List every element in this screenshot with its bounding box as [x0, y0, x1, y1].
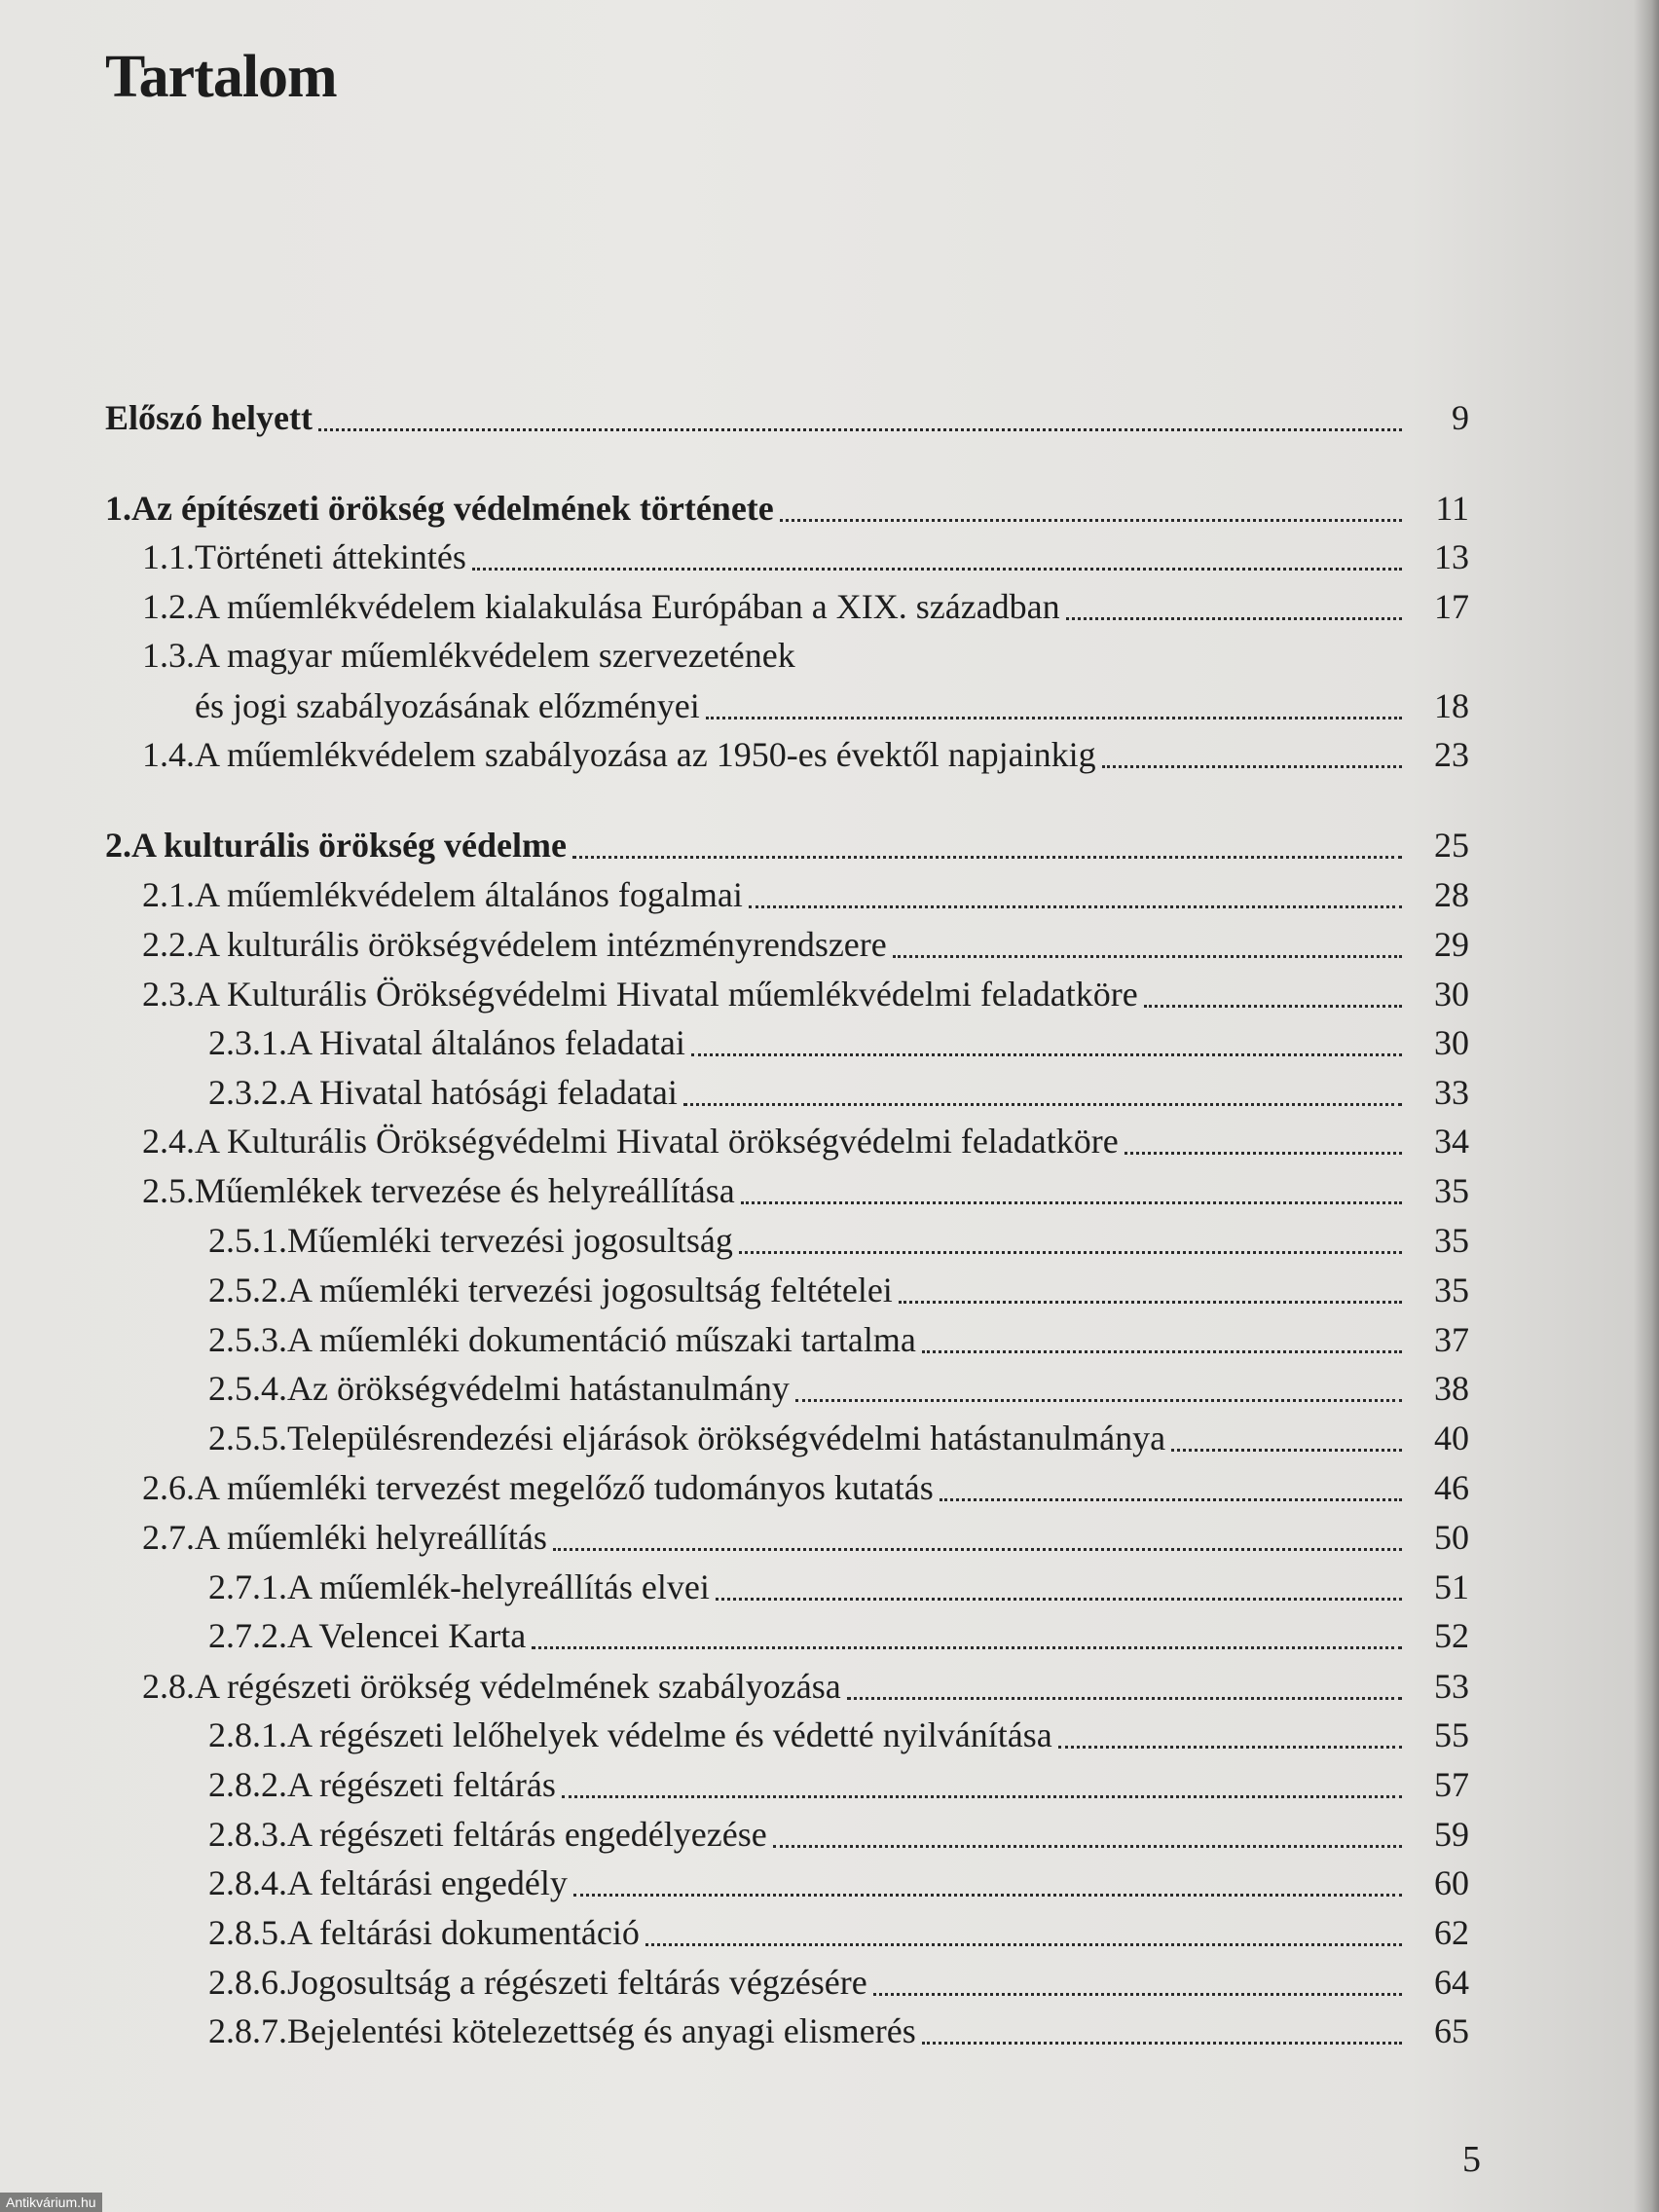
- toc-entry: [0, 1166, 1659, 1215]
- toc-entry-title: Jogosultság a régészeti feltárás végzésére: [287, 1963, 867, 2002]
- toc-entry: [0, 1266, 1659, 1314]
- toc-entry: [0, 920, 1659, 969]
- toc-entry-page: 34: [1434, 1122, 1469, 1161]
- dot-leader: [1102, 765, 1402, 768]
- toc-entry: [0, 2007, 1659, 2055]
- toc-entry: [0, 1216, 1659, 1265]
- toc-entry-title: A műemlékvédelem kialakulása Európában a XIX. században: [195, 587, 1060, 626]
- toc-entry-title: és jogi szabályozásának előzményei: [195, 686, 700, 725]
- toc-entry-title: A műemléki tervezést megelőző tudományos kutatás: [195, 1468, 934, 1507]
- toc-entry-title: A feltárási engedély: [287, 1863, 568, 1902]
- toc-entry: [0, 1711, 1659, 1759]
- dot-leader: [472, 568, 1402, 571]
- toc-entry-number: 2.8.3.: [208, 1815, 287, 1854]
- toc-entry: [0, 1117, 1659, 1165]
- toc-entry: [0, 631, 1659, 680]
- dot-leader: [893, 955, 1402, 958]
- toc-entry: [0, 682, 1659, 730]
- toc-entry: [0, 1315, 1659, 1364]
- toc-entry: [0, 1068, 1659, 1117]
- toc-entry-page: 60: [1434, 1863, 1469, 1902]
- dot-leader: [741, 1201, 1402, 1204]
- dot-leader: [716, 1598, 1402, 1601]
- toc-entry: [0, 1414, 1659, 1462]
- dot-leader: [553, 1548, 1402, 1551]
- toc-entry-page: 59: [1434, 1815, 1469, 1854]
- toc-entry-title: Történeti áttekintés: [195, 537, 466, 576]
- toc-entry-number: 2.3.2.: [208, 1073, 287, 1112]
- toc-entry: [0, 1662, 1659, 1711]
- toc-entry-number: 2.5.2.: [208, 1271, 287, 1309]
- toc-entry-number: 1.2.: [142, 587, 195, 626]
- toc-entry: [0, 484, 1659, 533]
- dot-leader: [683, 1103, 1402, 1106]
- toc-entry-title: A Hivatal általános feladatai: [287, 1023, 685, 1062]
- toc-entry-title: A kulturális örökségvédelem intézményrendszere: [195, 925, 887, 964]
- dot-leader: [645, 1943, 1402, 1946]
- dot-leader: [573, 1894, 1402, 1897]
- toc-entry-page: 46: [1434, 1468, 1469, 1507]
- toc-entry: [0, 821, 1659, 869]
- dot-leader: [873, 1993, 1402, 1996]
- dot-leader: [899, 1301, 1402, 1304]
- toc-entry-title: Településrendezési eljárások örökségvédelmi hatástanulmánya: [287, 1419, 1166, 1457]
- toc-entry-page: 35: [1434, 1171, 1469, 1210]
- toc-entry-page: 13: [1434, 537, 1469, 576]
- toc-entry-page: 30: [1434, 1023, 1469, 1062]
- toc-entry-number: 2.8.2.: [208, 1765, 287, 1804]
- toc-entry: [0, 1859, 1659, 1907]
- dot-leader: [562, 1795, 1402, 1798]
- toc-entry-title: Előszó helyett: [105, 398, 313, 437]
- toc-entry: [0, 1958, 1659, 2007]
- dot-leader: [780, 519, 1402, 522]
- page-title: Tartalom: [105, 44, 337, 110]
- toc-entry-number: 2.5.: [142, 1171, 195, 1210]
- toc-entry-title: Műemléki tervezési jogosultság: [287, 1221, 733, 1260]
- toc-entry-number: 2.8.6.: [208, 1963, 287, 2002]
- toc-entry: [0, 1463, 1659, 1512]
- dot-leader: [847, 1697, 1402, 1700]
- toc-entry: [0, 1760, 1659, 1809]
- toc-entry-title: A műemlékvédelem szabályozása az 1950-es évektől napjainkig: [195, 735, 1096, 774]
- toc-entry-number: 2.7.: [142, 1518, 195, 1557]
- toc-entry-page: 50: [1434, 1518, 1469, 1557]
- dot-leader: [749, 905, 1402, 908]
- dot-leader: [739, 1251, 1402, 1254]
- toc-entry-number: 2.8.1.: [208, 1715, 287, 1754]
- dot-leader: [940, 1498, 1402, 1501]
- toc-entry-page: 52: [1434, 1616, 1469, 1655]
- dot-leader: [1066, 617, 1402, 620]
- toc-entry-title: A régészeti feltárás engedélyezése: [287, 1815, 767, 1854]
- toc-entry-number: 2.8.7.: [208, 2011, 287, 2050]
- toc-entry-page: 9: [1452, 398, 1469, 437]
- toc-entry-title: A műemléki dokumentáció műszaki tartalma: [287, 1320, 916, 1359]
- toc-entry-page: 23: [1434, 735, 1469, 774]
- toc-entry-page: 37: [1434, 1320, 1469, 1359]
- toc-entry-title: Az örökségvédelmi hatástanulmány: [287, 1369, 790, 1408]
- toc-entry-page: 65: [1434, 2011, 1469, 2050]
- toc-entry-number: 2.1.: [142, 875, 195, 914]
- dot-leader: [922, 1350, 1402, 1353]
- toc-entry-title: A műemlék-helyreállítás elvei: [287, 1567, 710, 1606]
- toc-entry-number: 2.8.: [142, 1667, 195, 1706]
- toc-entry-number: 2.5.4.: [208, 1369, 287, 1408]
- dot-leader: [691, 1053, 1402, 1056]
- toc-entry-title: A Hivatal hatósági feladatai: [287, 1073, 678, 1112]
- toc-entry-title: Műemlékek tervezése és helyreállítása: [195, 1171, 735, 1210]
- toc-entry-page: 35: [1434, 1221, 1469, 1260]
- toc-entry-page: 28: [1434, 875, 1469, 914]
- toc-entry-page: 55: [1434, 1715, 1469, 1754]
- toc-entry-title: A régészeti feltárás: [287, 1765, 556, 1804]
- toc-entry-title: Az építészeti örökség védelmének története: [131, 489, 774, 528]
- dot-leader: [795, 1399, 1402, 1402]
- toc-entry-title: A Velencei Karta: [287, 1616, 527, 1655]
- dot-leader: [318, 428, 1402, 431]
- toc-entry-page: 51: [1434, 1567, 1469, 1606]
- dot-leader: [572, 856, 1402, 859]
- toc-entry-title: A régészeti lelőhelyek védelme és védetté nyilvánítása: [287, 1715, 1052, 1754]
- toc-entry-number: 2.5.3.: [208, 1320, 287, 1359]
- toc-entry-number: 1.1.: [142, 537, 195, 576]
- toc-entry-title: A műemlékvédelem általános fogalmai: [195, 875, 743, 914]
- dot-leader: [706, 717, 1402, 719]
- toc-entry-number: 2.4.: [142, 1122, 195, 1161]
- dot-leader: [773, 1845, 1402, 1848]
- watermark: Antikvárium.hu: [0, 2193, 102, 2212]
- toc-entry: [0, 1018, 1659, 1067]
- dot-leader: [1144, 1005, 1402, 1008]
- dot-leader: [532, 1646, 1402, 1649]
- toc-entry-number: 2.6.: [142, 1468, 195, 1507]
- toc-entry-number: 2.5.1.: [208, 1221, 287, 1260]
- toc-entry-page: 64: [1434, 1963, 1469, 2002]
- toc-entry-page: 40: [1434, 1419, 1469, 1457]
- toc-entry-number: 2.7.2.: [208, 1616, 287, 1655]
- toc-entry: [0, 1513, 1659, 1562]
- toc-entry-title: A kulturális örökség védelme: [131, 826, 567, 865]
- toc-entry-number: 2.3.: [142, 975, 195, 1014]
- toc-entry: [0, 970, 1659, 1018]
- toc-entry-page: 35: [1434, 1271, 1469, 1309]
- toc-entry-number: 2.: [105, 826, 131, 865]
- toc-entry-number: 1.4.: [142, 735, 195, 774]
- toc-entry-number: 2.8.4.: [208, 1863, 287, 1902]
- toc-entry-page: 17: [1434, 587, 1469, 626]
- toc-entry: [0, 393, 1659, 442]
- toc-entry-page: 11: [1435, 489, 1469, 528]
- toc-entry-number: 1.3.: [142, 636, 195, 675]
- toc-entry-number: 2.8.5.: [208, 1913, 287, 1952]
- toc-entry-page: 57: [1434, 1765, 1469, 1804]
- dot-leader: [922, 2042, 1402, 2045]
- toc-entry-page: 30: [1434, 975, 1469, 1014]
- toc-entry-title: A régészeti örökség védelmének szabályozása: [195, 1667, 841, 1706]
- toc-entry-title: A Kulturális Örökségvédelmi Hivatal műemlékvédelmi feladatköre: [195, 975, 1138, 1014]
- toc-entry-title: A Kulturális Örökségvédelmi Hivatal örökségvédelmi feladatköre: [195, 1122, 1119, 1161]
- dot-leader: [1171, 1449, 1402, 1452]
- toc-entry: [0, 1364, 1659, 1413]
- dot-leader: [1058, 1746, 1402, 1749]
- toc-entry: [0, 1563, 1659, 1611]
- toc-entry-page: 62: [1434, 1913, 1469, 1952]
- toc-entry-page: 38: [1434, 1369, 1469, 1408]
- page-number: 5: [1462, 2139, 1481, 2180]
- toc-entry-title: A műemléki tervezési jogosultság feltételei: [287, 1271, 893, 1309]
- toc-entry-page: 25: [1434, 826, 1469, 865]
- toc-entry: [0, 533, 1659, 581]
- toc-entry-number: 2.3.1.: [208, 1023, 287, 1062]
- toc-entry-title: A műemléki helyreállítás: [195, 1518, 547, 1557]
- toc-entry-title: Bejelentési kötelezettség és anyagi elismerés: [287, 2011, 916, 2050]
- toc-entry: [0, 870, 1659, 919]
- toc-entry-page: 33: [1434, 1073, 1469, 1112]
- toc-entry-title: A magyar műemlékvédelem szervezetének: [195, 636, 795, 675]
- toc-entry-number: 2.7.1.: [208, 1567, 287, 1606]
- toc-entry-page: 18: [1434, 686, 1469, 725]
- toc-entry: [0, 582, 1659, 631]
- toc-entry-page: 29: [1434, 925, 1469, 964]
- toc-entry: [0, 1611, 1659, 1660]
- toc-entry: [0, 1810, 1659, 1859]
- toc-entry-number: 2.5.5.: [208, 1419, 287, 1457]
- toc-entry-title: A feltárási dokumentáció: [287, 1913, 640, 1952]
- dot-leader: [1124, 1152, 1402, 1155]
- toc-entry-number: 1.: [105, 489, 131, 528]
- toc-entry-page: 53: [1434, 1667, 1469, 1706]
- toc-entry-number: 2.2.: [142, 925, 195, 964]
- toc-entry: [0, 730, 1659, 779]
- toc-entry: [0, 1908, 1659, 1957]
